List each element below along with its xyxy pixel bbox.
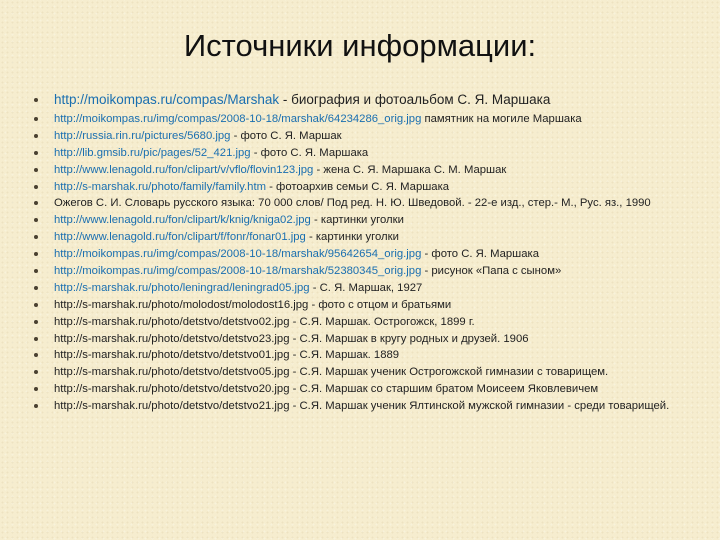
source-item [34,265,684,279]
source-description: - фото С. Я. Маршака [421,248,539,261]
source-description: http://s-marshak.ru/photo/molodost/molodost16.jpg - фото с отцом и братьями [54,298,452,311]
source-link[interactable]: http://russia.rin.ru/pictures/5680.jpg [54,129,231,142]
source-item [34,248,684,262]
source-description: - С. Я. Маршак, 1927 [309,281,423,294]
source-description: http://s-marshak.ru/photo/detstvo/detstvo21.jpg - С.Я. Маршак ученик Ялтинской мужской гимназии - среди товарищей. [54,400,670,413]
bullet-icon [34,151,38,155]
bullet-icon [34,370,38,374]
source-item [34,147,684,161]
source-link[interactable]: http://moikompas.ru/img/compas/2008-10-18/marshak/52380345_orig.jpg [54,265,422,278]
source-item [34,181,684,195]
bullet-icon [34,201,38,205]
bullet-icon [34,303,38,307]
source-description: http://s-marshak.ru/photo/detstvo/detstvo05.jpg - С.Я. Маршак ученик Острогожской гимназии с товарищем. [54,366,609,379]
source-description: - биография и фотоальбом С. Я. Маршака [279,92,551,107]
source-description: - картинки уголки [310,214,404,227]
source-item [34,366,684,380]
source-link[interactable]: http://moikompas.ru/img/compas/2008-10-18/marshak/95642654_orig.jpg [54,248,422,261]
source-item [34,197,684,211]
bullet-icon [34,404,38,408]
source-item [34,333,684,347]
sources-list [34,92,684,417]
source-item [34,164,684,178]
source-description: - фото С. Я. Маршака [250,146,369,159]
source-description: - рисунок «Папа с сыном» [421,265,562,278]
source-description: Ожегов С. И. Словарь русского языка: 70 000 слов/ Под ред. Н. Ю. Шведовой. - 22-е изд., стер.- М., Рус. яз., 1990 [54,197,651,210]
source-link[interactable]: http://www.lenagold.ru/fon/clipart/v/vflo/flovin123.jpg [54,163,314,176]
bullet-icon [34,353,38,357]
bullet-icon [34,387,38,391]
bullet-icon [34,98,38,102]
bullet-icon [34,134,38,138]
slide-title: Источники информации: [183,28,537,63]
source-item [34,231,684,245]
bullet-icon [34,218,38,222]
bullet-icon [34,185,38,189]
source-description: - фотоархив семьи С. Я. Маршака [266,180,450,193]
source-link[interactable]: http://moikompas.ru/img/compas/2008-10-18/marshak/64234286_orig.jpg [54,113,422,125]
bullet-icon [34,337,38,341]
source-description: http://s-marshak.ru/photo/detstvo/detstvo02.jpg - С.Я. Маршак. Острогожск, 1899 г. [54,315,475,328]
source-description: http://s-marshak.ru/photo/detstvo/detstvo20.jpg - С.Я. Маршак со старшим братом Моисеем Яковлевичем [54,383,599,396]
source-item [34,130,684,144]
source-link[interactable]: http://www.lenagold.ru/fon/clipart/f/fonr/fonar01.jpg [54,231,306,244]
source-description: http://s-marshak.ru/photo/detstvo/detstvo23.jpg - С.Я. Маршак в кругу родных и друзей. 1906 [54,332,529,345]
source-item [34,400,684,414]
source-item [34,214,684,228]
source-description: - фото С. Я. Маршак [230,129,342,142]
source-link[interactable]: http://www.lenagold.ru/fon/clipart/k/knig/kniga02.jpg [54,214,311,227]
source-link[interactable]: http://moikompas.ru/compas/Marshak [54,92,280,107]
source-item [34,282,684,296]
bullet-icon [34,117,38,121]
source-item [34,113,684,127]
source-item [34,92,684,108]
source-item [34,316,684,330]
bullet-icon [34,252,38,256]
source-description: памятник на могиле Маршака [421,113,582,125]
source-description: - картинки уголки [305,231,399,244]
bullet-icon [34,286,38,290]
bullet-icon [34,168,38,172]
source-item [34,299,684,313]
bullet-icon [34,320,38,324]
source-item [34,383,684,397]
source-description: http://s-marshak.ru/photo/detstvo/detstvo01.jpg - С.Я. Маршак. 1889 [54,349,400,362]
bullet-icon [34,269,38,273]
source-link[interactable]: http://s-marshak.ru/photo/family/family.htm [54,180,266,193]
bullet-icon [34,235,38,239]
source-item [34,349,684,363]
source-link[interactable]: http://lib.gmsib.ru/pic/pages/52_421.jpg [54,146,251,159]
source-description: - жена С. Я. Маршака С. М. Маршак [313,163,507,176]
source-link[interactable]: http://s-marshak.ru/photo/leningrad/leningrad05.jpg [54,281,310,294]
